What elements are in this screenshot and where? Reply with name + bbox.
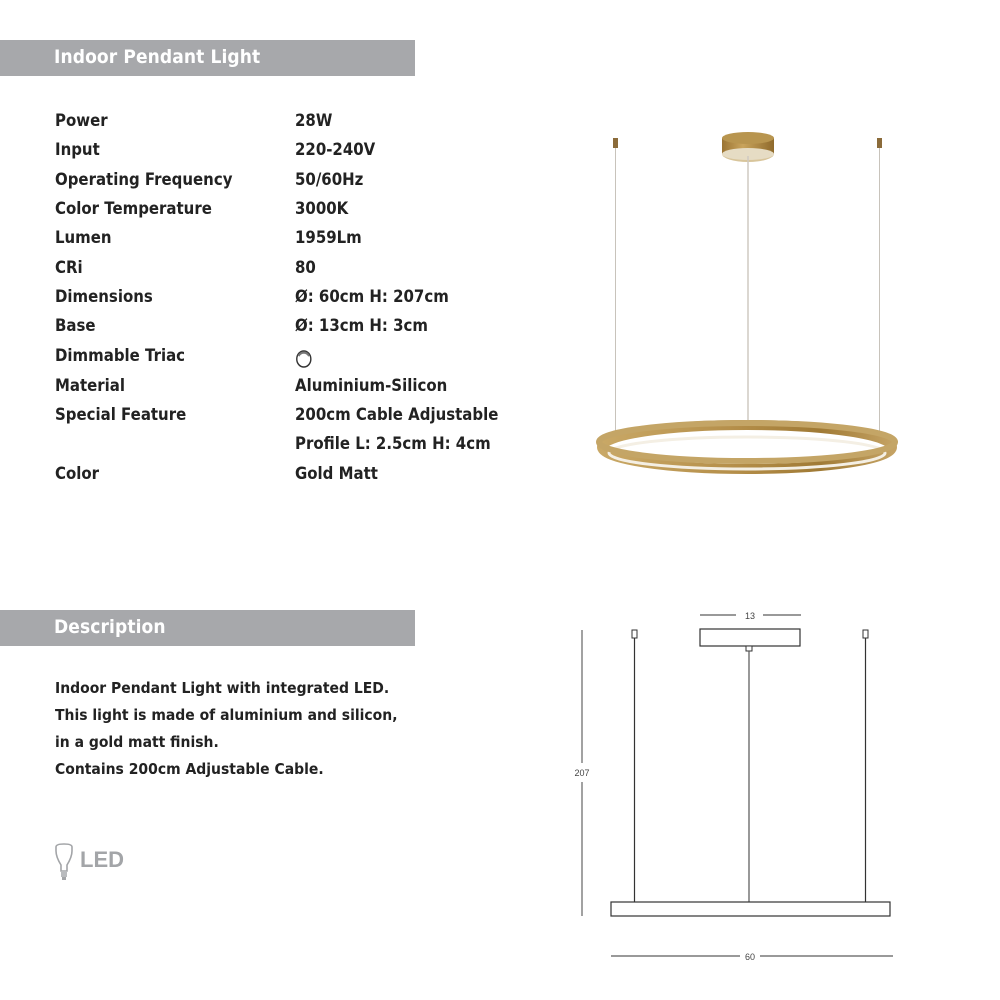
diameter-label: 60 <box>744 952 756 962</box>
spec-row-color <box>55 464 555 488</box>
bulb-icon <box>52 843 76 883</box>
description-line: This light is made of aluminium and silicon, <box>55 706 398 724</box>
spec-row-cri <box>55 258 555 282</box>
spec-row-dimensions <box>55 287 555 311</box>
spec-value: 3000K <box>295 199 349 219</box>
led-label: LED <box>80 847 124 872</box>
technical-drawing <box>560 600 920 980</box>
spec-value: 80 <box>295 258 316 278</box>
spec-label: Base <box>55 316 96 336</box>
spec-row-power <box>55 111 555 135</box>
dimmer-icon <box>295 349 313 374</box>
spec-value: Gold Matt <box>295 464 378 484</box>
spec-label: CRi <box>55 258 83 278</box>
spec-label: Dimensions <box>55 287 153 307</box>
spec-value: 200cm Cable Adjustable <box>295 405 499 425</box>
spec-value: 1959Lm <box>295 228 362 248</box>
description-line: Indoor Pendant Light with integrated LED. <box>55 679 390 697</box>
spec-label: Color <box>55 464 100 484</box>
description-title: Description <box>54 616 166 638</box>
product-image <box>590 120 910 490</box>
spec-row-lumen <box>55 228 555 252</box>
description-line: Contains 200cm Adjustable Cable. <box>55 760 324 778</box>
section-header-description <box>0 610 415 646</box>
spec-value: Aluminium-Silicon <box>295 376 448 396</box>
spec-value: 28W <box>295 111 333 131</box>
description-line: in a gold matt finish. <box>55 733 219 751</box>
spec-row-color-temperature <box>55 199 555 223</box>
description-text <box>55 675 436 783</box>
spec-value: Profile L: 2.5cm H: 4cm <box>295 434 491 454</box>
spec-value: 220-240V <box>295 140 376 160</box>
cable-anchor-left <box>613 138 618 148</box>
spec-label: Dimmable Triac <box>55 346 186 366</box>
spec-row-profile <box>55 434 555 458</box>
spec-label: Power <box>55 111 108 131</box>
spec-row-frequency <box>55 170 555 194</box>
cable-anchor-right <box>877 138 882 148</box>
spec-value: 50/60Hz <box>295 170 364 190</box>
spec-row-special-feature <box>55 405 555 429</box>
spec-label: Special Feature <box>55 405 187 425</box>
spec-label: Input <box>55 140 100 160</box>
base-width-label: 13 <box>744 611 756 621</box>
spec-label: Lumen <box>55 228 112 248</box>
spec-value: Ø: 60cm H: 207cm <box>295 287 449 307</box>
height-label: 207 <box>574 768 590 778</box>
spec-row-material <box>55 376 555 400</box>
spec-label: Color Temperature <box>55 199 212 219</box>
spec-row-dimmable <box>55 346 555 370</box>
spec-row-input <box>55 140 555 164</box>
spec-value: Ø: 13cm H: 3cm <box>295 316 428 336</box>
product-title: Indoor Pendant Light <box>54 46 261 68</box>
spec-label: Material <box>55 376 126 396</box>
section-header-product <box>0 40 415 76</box>
spec-row-base <box>55 316 555 340</box>
spec-label: Operating Frequency <box>55 170 233 190</box>
